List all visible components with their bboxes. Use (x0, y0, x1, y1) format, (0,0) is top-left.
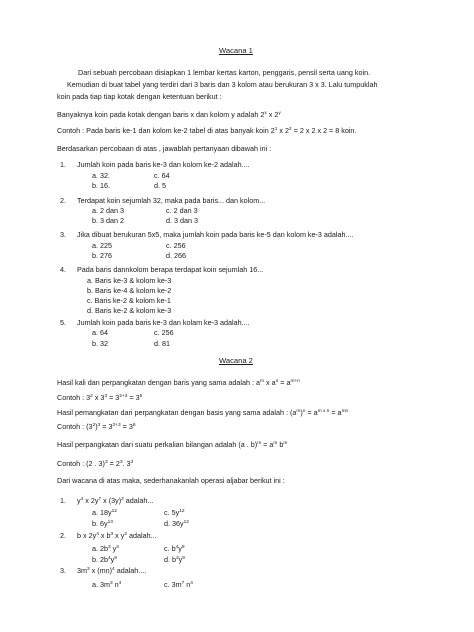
example-line: Contoh : Pada baris ke-1 dan kolom ke-2 tabel di atas banyak koin $2^1$ x $2^2 = 2$ x 2 x 2 = 8 koin. (57, 126, 357, 135)
q4-number: 4. (60, 265, 66, 274)
q1-option-c: c. 64 (154, 171, 170, 180)
aq3-option-c: c. $3m^7$ $n^4$ (164, 580, 193, 589)
aq3-text: $3m^3$ x (mn)$^4$ adalah.... (77, 566, 147, 575)
q5-option-b: b. 32 (92, 339, 108, 348)
aq1-option-d: d. $36y^{12}$ (164, 519, 189, 528)
q3-text: Jika dibuat berukuran 5x5, maka jumlah koin pada baris ke-5 dan kolom ke-3 adalah.... (77, 230, 354, 239)
intro-line-3: koin pada tiap tiap kotak dengan ketentuan berikut : (57, 92, 222, 101)
q2-option-d: d. 3 dan 3 (166, 216, 198, 225)
aq1-option-a: a. $18y^{12}$ (92, 508, 117, 517)
example-power: Contoh : $(3^2)^3 = 3^{2+3} = 3^6$ (57, 422, 136, 431)
wacana1-title: Wacana 1 (219, 46, 253, 55)
aljabar-intro: Dari wacana di atas maka, sederhanakanlah operasi aljabar berikut ini : (57, 476, 285, 485)
q2-option-a: a. 2 dan 3 (92, 206, 124, 215)
q5-option-a: a. 64 (92, 328, 108, 337)
q4-option-a: a. Baris ke-3 & kolom ke-3 (87, 276, 172, 285)
rule-product-power: Hasil perpangkatan dari suatu perkalian bilangan adalah (a . $b)^m = a^m$ $b^m$ (57, 440, 288, 449)
q5-number: 5. (60, 318, 66, 327)
q1-option-d: d. 5 (154, 181, 166, 190)
aq2-option-a: a. $2b^3$ $y^3$ (92, 544, 119, 553)
q3-option-a: a. 225 (92, 241, 112, 250)
wacana2-title: Wacana 2 (219, 356, 253, 365)
q3-option-b: b. 276 (92, 251, 112, 260)
q4-option-b: b. Baris ke-4 & kolom ke-2 (87, 286, 172, 295)
example-multiplication: Contoh : $3^2$ x $3^3 = 3^{2+3} = 3^5$ (57, 393, 143, 402)
q1-number: 1. (60, 160, 66, 169)
aq2-option-d: d. $b^3y^9$ (164, 555, 185, 564)
aq2-option-c: c. $b^4y^9$ (164, 544, 185, 553)
q5-option-d: d. 81 (154, 339, 170, 348)
example-product-power: Contoh : (2 . $3)^3 = 2^3$. $3^3$ (57, 459, 134, 468)
rule-multiplication: Hasil kali dan perpangkatan dengan baris yang sama adalah : $a^m$ x $a^n = a^{m+n}$ (57, 378, 300, 387)
q2-number: 2. (60, 196, 66, 205)
aq1-number: 1. (60, 496, 66, 505)
q3-option-c: c. 256 (166, 241, 186, 250)
q4-option-c: c. Baris ke-2 & kolom ke-1 (87, 296, 171, 305)
rule-power: Hasil pemangkatan dari perpangkatan dengan basis yang sama adalah : $(a^m)^n = a^{m x n} = a^{mn}$ (57, 408, 349, 417)
q3-option-d: d. 266 (166, 251, 186, 260)
q5-text: Jumlah koin pada baris ke-3 dan kolam ke-3 adalah.... (77, 318, 250, 327)
intro-line-1: Dari sebuah percobaan disiapkan 1 lembar kertas karton, penggaris, pensil serta uang koin. (78, 68, 371, 77)
question-intro: Berdasarkan percobaan di atas , jawablah pertanyaan dibawah ini : (57, 144, 272, 153)
q4-option-d: d. Baris ke-2 & kolom ke-3 (87, 306, 172, 315)
q1-text: Jumlah koin pada baris ke-3 dan kolom ke-2 adalah.... (77, 160, 250, 169)
intro-line-2: Kemudian di buat tabel yang terdiri dari 3 baris dan 3 kolom atau berukuran 3 x 3. Lalu tumpuklah (67, 80, 378, 89)
aq2-text: b x $2y^4$ x $b^3$ x $y^2$ adalah... (77, 531, 157, 540)
q1-option-b: b. 16. (92, 181, 110, 190)
q2-option-c: c. 2 dan 3 (166, 206, 198, 215)
q3-number: 3. (60, 230, 66, 239)
aq3-option-a: a. $3m^3$ $n^4$ (92, 580, 122, 589)
aq2-number: 2. (60, 531, 66, 540)
aq2-option-b: b. $2b^4y^9$ (92, 555, 117, 564)
aq1-text: $y^4$ x $2y^7$ x $(3y)^2$ adalah... (77, 496, 154, 505)
aq1-option-c: c. $5y^{12}$ (164, 508, 185, 517)
aq1-option-b: b. $6y^{13}$ (92, 519, 113, 528)
q5-option-c: c. 256 (154, 328, 174, 337)
rule-line: Banyaknya koin pada kotak dengan baris x dan kolom y adalah 2$^x$ x 2$^y$ (57, 110, 281, 119)
q2-text: Terdapat koin sejumlah 32, maka pada baris... dan kolom... (77, 196, 266, 205)
q1-option-a: a. 32. (92, 171, 110, 180)
aq3-number: 3. (60, 566, 66, 575)
q2-option-b: b. 3 dan 2 (92, 216, 124, 225)
q4-text: Pada baris dannkolom berapa terdapat koin sejumlah 16... (77, 265, 264, 274)
